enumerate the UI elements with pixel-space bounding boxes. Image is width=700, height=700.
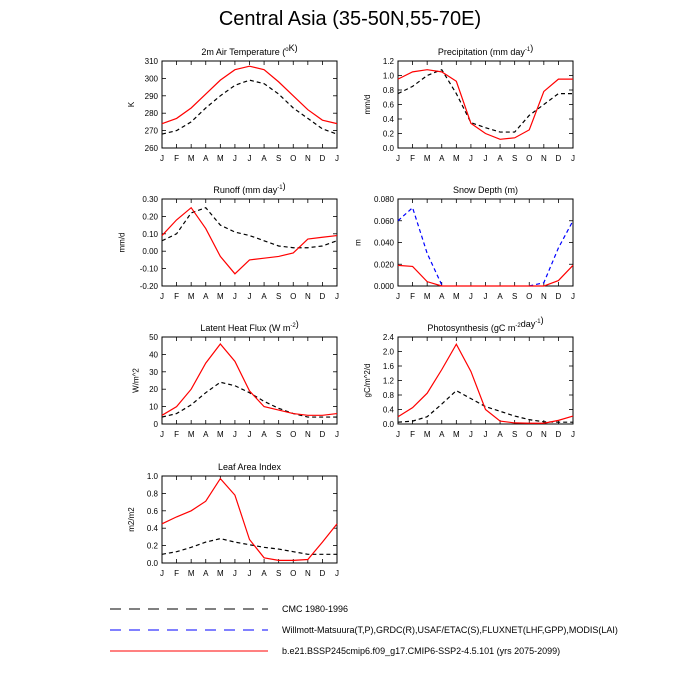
series-line-black-dash <box>162 208 337 248</box>
x-tick-label: J <box>483 292 488 301</box>
series-line-red-solid <box>162 344 337 415</box>
y-tick-label: 0.020 <box>373 260 394 270</box>
y-tick-label: 300 <box>144 74 158 84</box>
series-line-black-dash <box>162 382 337 417</box>
x-tick-label: S <box>275 292 282 301</box>
y-tick-label: 310 <box>144 57 158 66</box>
x-tick-label: M <box>423 430 431 439</box>
legend-item <box>110 604 348 614</box>
x-tick-label: N <box>540 154 547 163</box>
y-tick-label: 0.040 <box>373 238 394 248</box>
x-tick-label: O <box>290 154 297 163</box>
x-tick-label: M <box>423 154 431 163</box>
x-tick-label: J <box>571 430 575 439</box>
y-tick-label: 0.4 <box>382 405 394 415</box>
y-tick-label: 0.8 <box>146 489 158 499</box>
x-tick-label: J <box>232 292 237 301</box>
y-tick-label: 0.4 <box>146 524 158 534</box>
x-tick-label: M <box>187 569 195 578</box>
y-tick-label: 1.0 <box>382 71 394 81</box>
plot-frame <box>162 337 337 424</box>
x-tick-label: A <box>497 430 503 439</box>
y-tick-label: 1.2 <box>382 57 394 66</box>
series-line-red-solid <box>162 66 337 123</box>
y-tick-label: 0.8 <box>382 86 394 95</box>
x-tick-label: A <box>439 430 445 439</box>
x-tick-label: D <box>319 430 326 439</box>
y-tick-label: 0.0 <box>146 559 158 568</box>
x-tick-label: J <box>160 292 164 301</box>
x-tick-label: D <box>555 430 562 439</box>
x-tick-label: S <box>275 569 282 578</box>
y-tick-label: 0.4 <box>382 115 394 124</box>
x-tick-label: J <box>335 292 339 301</box>
x-tick-label: J <box>335 569 339 578</box>
x-tick-label: D <box>555 154 562 163</box>
x-tick-label: M <box>187 430 195 439</box>
x-tick-label: N <box>304 292 311 301</box>
title-part: ) <box>540 315 544 325</box>
x-tick-label: J <box>396 292 400 301</box>
y-tick-label: 20 <box>149 385 158 395</box>
legend-label: Willmott-Matsuura(T,P),GRDC(R),USAF/ETAC(S),FLUXNET(LHF,GPP),MODIS(LAI) <box>282 625 618 635</box>
x-tick-label: D <box>555 292 562 301</box>
y-tick-label: 0.20 <box>142 212 158 222</box>
y-tick-label: 2.4 <box>382 333 394 342</box>
x-tick-label: S <box>275 154 282 163</box>
legend <box>110 604 618 656</box>
y-tick-label: 1.6 <box>382 362 394 371</box>
panel-title <box>200 319 298 333</box>
y-tick-label: 0.00 <box>142 247 158 257</box>
y-tick-label: 0.0 <box>382 420 394 429</box>
x-tick-label: J <box>335 154 339 163</box>
legend-item <box>110 625 618 635</box>
y-tick-label: -0.20 <box>139 282 158 291</box>
x-tick-label: N <box>304 569 311 578</box>
title-part: 2m Air Temperature ( <box>201 47 286 57</box>
plot-frame <box>162 476 337 563</box>
y-tick-label: 0.2 <box>146 541 158 551</box>
x-tick-label: M <box>452 154 460 163</box>
x-tick-label: A <box>261 292 267 301</box>
superscript: o <box>285 47 289 53</box>
y-tick-label: 270 <box>144 126 158 136</box>
y-tick-label: 0.080 <box>373 195 394 204</box>
chart-panel-6 <box>127 462 339 578</box>
x-tick-label: M <box>216 430 224 439</box>
legend-label: b.e21.BSSP245cmip6.f09_g17.CMIP6-SSP2-4.5.101 (yrs 2075-2099) <box>282 646 561 656</box>
x-tick-label: A <box>439 154 445 163</box>
x-tick-label: J <box>483 430 488 439</box>
x-tick-label: A <box>261 569 267 578</box>
x-tick-label: O <box>290 569 297 578</box>
x-tick-label: J <box>335 430 339 439</box>
y-tick-label: 10 <box>149 402 158 412</box>
x-tick-label: N <box>540 292 547 301</box>
chart-panel-4 <box>132 319 339 439</box>
chart-panel-5 <box>363 315 575 439</box>
x-tick-label: O <box>526 292 533 301</box>
x-tick-label: M <box>187 154 195 163</box>
title-part: Photosynthesis (gC m <box>427 323 516 333</box>
x-tick-label: J <box>160 569 164 578</box>
legend-label: CMC 1980-1996 <box>282 604 349 614</box>
x-tick-label: D <box>319 154 326 163</box>
series-line-red-solid <box>398 70 573 140</box>
x-tick-label: J <box>468 430 473 439</box>
title-part: K) <box>288 43 298 53</box>
x-tick-label: M <box>452 292 460 301</box>
x-tick-label: M <box>423 292 431 301</box>
x-tick-label: J <box>247 154 252 163</box>
figure-title: Central Asia (35-50N,55-70E) <box>218 8 482 30</box>
y-tick-label: -0.10 <box>139 264 158 274</box>
y-axis-label: mm/d <box>362 94 372 115</box>
y-tick-label: 40 <box>149 350 158 360</box>
title-part: ) <box>295 319 299 329</box>
x-tick-label: S <box>511 292 518 301</box>
y-tick-label: 290 <box>144 91 158 101</box>
y-tick-label: 1.2 <box>382 376 394 386</box>
chart-panel-1 <box>363 43 575 163</box>
x-tick-label: M <box>216 154 224 163</box>
x-tick-label: A <box>261 154 267 163</box>
x-tick-label: J <box>571 154 575 163</box>
x-tick-label: A <box>203 569 209 578</box>
title-part: day <box>520 319 536 329</box>
x-tick-label: J <box>247 430 252 439</box>
x-tick-label: M <box>187 292 195 301</box>
panel-title <box>218 462 282 472</box>
plot-frame <box>162 61 337 148</box>
x-tick-label: A <box>203 292 209 301</box>
x-tick-label: F <box>410 292 416 301</box>
x-tick-label: O <box>526 430 533 439</box>
x-tick-label: F <box>174 292 180 301</box>
superscript: -1 <box>535 319 541 325</box>
series-line-black-dash <box>398 70 573 132</box>
x-tick-label: S <box>511 154 518 163</box>
y-tick-label: 0.0 <box>382 144 394 153</box>
y-tick-label: 0.060 <box>373 216 394 226</box>
panel-title <box>201 43 297 57</box>
chart-panel-2 <box>118 181 340 301</box>
superscript: -2 <box>290 323 296 329</box>
chart-panel-3 <box>354 185 576 301</box>
x-tick-label: A <box>439 292 445 301</box>
x-tick-label: A <box>261 430 267 439</box>
x-tick-label: N <box>304 430 311 439</box>
y-tick-label: 0.30 <box>142 195 158 204</box>
x-tick-label: J <box>396 154 400 163</box>
title-part: Snow Depth (m) <box>452 185 519 195</box>
x-tick-label: N <box>540 430 547 439</box>
y-tick-label: 1.0 <box>146 472 158 481</box>
x-tick-label: F <box>174 154 180 163</box>
y-tick-label: 0.6 <box>146 506 158 516</box>
panel-title <box>427 315 543 333</box>
x-tick-label: J <box>160 430 164 439</box>
x-tick-label: F <box>410 430 416 439</box>
x-tick-label: M <box>452 430 460 439</box>
y-axis-label: gC/m^2/d <box>362 363 372 398</box>
y-tick-label: 280 <box>144 109 158 119</box>
y-tick-label: 260 <box>144 144 158 153</box>
series-line-black-dash <box>162 80 337 134</box>
x-tick-label: D <box>319 292 326 301</box>
x-tick-label: N <box>304 154 311 163</box>
y-tick-label: 50 <box>149 333 158 342</box>
y-tick-label: 0.2 <box>382 129 394 139</box>
series-line-blue-dash <box>398 208 573 286</box>
x-tick-label: O <box>526 154 533 163</box>
x-tick-label: F <box>174 569 180 578</box>
superscript: -2 <box>515 323 521 329</box>
plot-frame <box>398 61 573 148</box>
x-tick-label: J <box>571 292 575 301</box>
y-tick-label: 2.0 <box>382 347 394 357</box>
panel-title <box>213 181 285 195</box>
y-tick-label: 0.10 <box>142 229 158 239</box>
title-part: Runoff (mm day <box>213 185 278 195</box>
x-tick-label: J <box>160 154 164 163</box>
y-axis-label: mm/d <box>117 232 127 253</box>
y-tick-label: 0.8 <box>382 391 394 400</box>
x-tick-label: F <box>410 154 416 163</box>
x-tick-label: A <box>497 292 503 301</box>
x-tick-label: A <box>203 430 209 439</box>
x-tick-label: S <box>511 430 518 439</box>
x-tick-label: A <box>497 154 503 163</box>
legend-item <box>110 646 560 656</box>
series-line-black-dash <box>162 539 337 555</box>
x-tick-label: D <box>319 569 326 578</box>
y-tick-label: 30 <box>149 367 158 377</box>
superscript: -1 <box>524 47 531 53</box>
x-tick-label: S <box>275 430 282 439</box>
x-tick-label: J <box>468 154 473 163</box>
panel-title <box>438 43 533 57</box>
x-tick-label: M <box>216 292 224 301</box>
title-part: Latent Heat Flux (W m <box>200 323 291 333</box>
title-part: ) <box>530 43 534 53</box>
panel-title <box>453 185 518 195</box>
plot-frame <box>162 199 337 286</box>
x-tick-label: J <box>232 569 237 578</box>
y-tick-label: 0.000 <box>373 282 394 291</box>
title-part: Precipitation (mm day <box>437 47 525 57</box>
superscript: -1 <box>277 185 283 191</box>
series-line-red-solid <box>398 344 573 423</box>
x-tick-label: J <box>396 430 400 439</box>
y-axis-label: W/m^2 <box>131 368 141 393</box>
title-part: Leaf Area Index <box>217 462 282 472</box>
title-part: ) <box>282 181 286 191</box>
y-tick-label: 0.6 <box>382 100 394 110</box>
x-tick-label: J <box>232 430 237 439</box>
chart-panel-0 <box>127 43 339 163</box>
x-tick-label: J <box>247 569 252 578</box>
x-tick-label: J <box>468 292 473 301</box>
x-tick-label: J <box>232 154 237 163</box>
x-tick-label: O <box>290 292 297 301</box>
series-line-red-solid <box>162 479 337 561</box>
x-tick-label: F <box>174 430 180 439</box>
y-axis-label: m2/m2 <box>126 507 136 532</box>
y-tick-label: 0 <box>153 420 158 429</box>
chart-panels <box>118 43 576 578</box>
x-tick-label: A <box>203 154 209 163</box>
x-tick-label: J <box>247 292 252 301</box>
x-tick-label: J <box>483 154 488 163</box>
x-tick-label: M <box>216 569 224 578</box>
plot-frame <box>398 337 573 424</box>
x-tick-label: O <box>290 430 297 439</box>
y-axis-label: m <box>353 239 363 246</box>
y-axis-label: K <box>126 101 136 108</box>
